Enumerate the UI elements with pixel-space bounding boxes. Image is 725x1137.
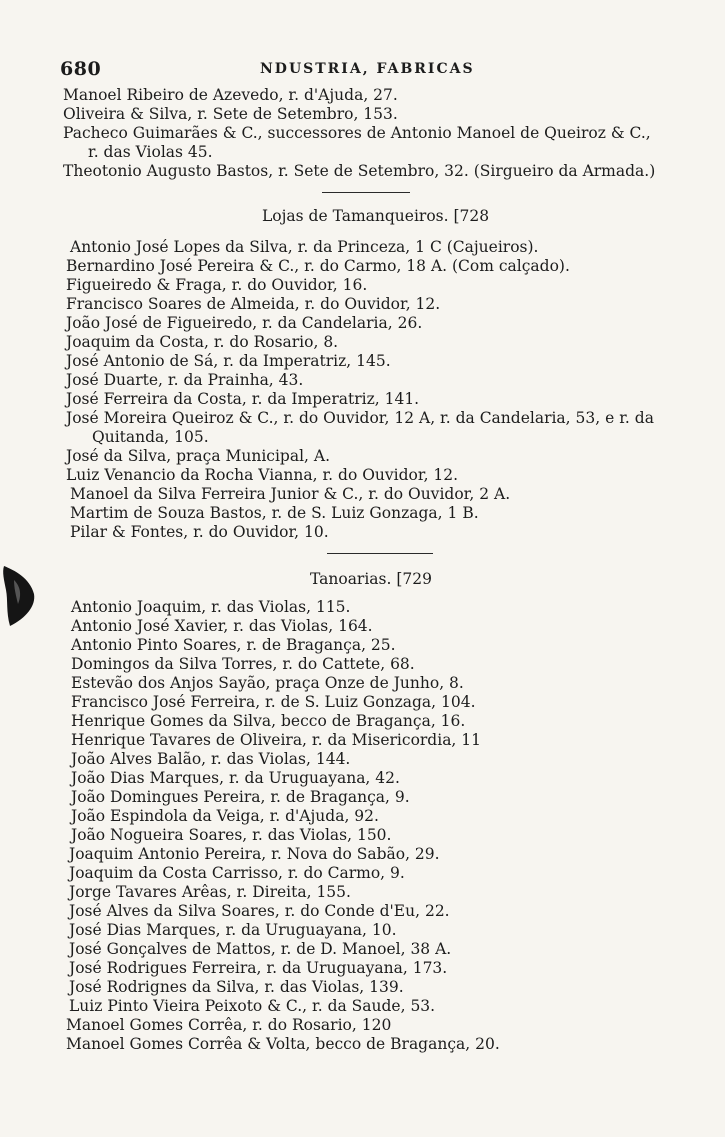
list-item: Pilar & Fontes, r. do Ouvidor, 10. xyxy=(70,523,329,541)
list-item: Manoel Ribeiro de Azevedo, r. d'Ajuda, 27. xyxy=(63,86,398,104)
list-item: Antonio Pinto Soares, r. de Bragança, 25. xyxy=(71,636,396,654)
list-item: Joaquim da Costa Carrisso, r. do Carmo, 9. xyxy=(69,864,405,882)
list-item: Martim de Souza Bastos, r. de S. Luiz Gonzaga, 1 B. xyxy=(70,504,479,522)
list-item: Domingos da Silva Torres, r. do Cattete, 68. xyxy=(71,655,415,673)
list-item: Antonio Joaquim, r. das Violas, 115. xyxy=(71,598,351,616)
list-item: Luiz Pinto Vieira Peixoto & C., r. da Saude, 53. xyxy=(69,997,436,1015)
list-item: João Espindola da Veiga, r. d'Ajuda, 92. xyxy=(71,807,379,825)
list-item: João Alves Balão, r. das Violas, 144. xyxy=(71,750,351,768)
list-item: Francisco Soares de Almeida, r. do Ouvidor, 12. xyxy=(66,295,441,313)
list-item: Antonio José Lopes da Silva, r. da Princeza, 1 C (Cajueiros). xyxy=(70,238,539,256)
list-item-continuation: Quitanda, 105. xyxy=(92,428,209,446)
list-item: Theotonio Augusto Bastos, r. Sete de Setembro, 32. (Sirgueiro da Armada.) xyxy=(63,162,656,180)
list-item: José da Silva, praça Municipal, A. xyxy=(66,447,331,465)
list-item: Joaquim da Costa, r. do Rosario, 8. xyxy=(66,333,339,351)
list-item: José Alves da Silva Soares, r. do Conde d'Eu, 22. xyxy=(69,902,450,920)
list-item: José Antonio de Sá, r. da Imperatriz, 145. xyxy=(66,352,391,370)
section-divider xyxy=(322,192,410,193)
list-item: Pacheco Guimarães & C., successores de Antonio Manoel de Queiroz & C., xyxy=(63,124,651,142)
list-item: Bernardino José Pereira & C., r. do Carmo, 18 A. (Com calçado). xyxy=(66,257,570,275)
list-item: Oliveira & Silva, r. Sete de Setembro, 153. xyxy=(63,105,398,123)
list-item: Jorge Tavares Arêas, r. Direita, 155. xyxy=(69,883,351,901)
page-number: 680 xyxy=(60,58,102,80)
list-item: Estevão dos Anjos Sayão, praça Onze de Junho, 8. xyxy=(71,674,464,692)
list-item: José Duarte, r. da Prainha, 43. xyxy=(66,371,304,389)
ink-blot-mark xyxy=(0,560,44,630)
list-item: Figueiredo & Fraga, r. do Ouvidor, 16. xyxy=(66,276,368,294)
list-item: Manoel da Silva Ferreira Junior & C., r. do Ouvidor, 2 A. xyxy=(70,485,511,503)
list-item: João José de Figueiredo, r. da Candelaria, 26. xyxy=(66,314,423,332)
section-title-tanoarias: Tanoarias. [729 xyxy=(310,570,432,588)
list-item: José Gonçalves de Mattos, r. de D. Manoel, 38 A. xyxy=(69,940,452,958)
list-item: José Moreira Queiroz & C., r. do Ouvidor, 12 A, r. da Candelaria, 53, e r. da xyxy=(66,409,654,427)
list-item-continuation: r. das Violas 45. xyxy=(88,143,213,161)
list-item: Joaquim Antonio Pereira, r. Nova do Sabão, 29. xyxy=(69,845,440,863)
list-item: Henrique Gomes da Silva, becco de Bragança, 16. xyxy=(71,712,466,730)
running-head: NDUSTRIA, FABRICAS xyxy=(260,61,475,77)
list-item: José Rodrignes da Silva, r. das Violas, 139. xyxy=(69,978,404,996)
list-item: José Dias Marques, r. da Uruguayana, 10. xyxy=(69,921,397,939)
list-item: Henrique Tavares de Oliveira, r. da Misericordia, 11 xyxy=(71,731,482,749)
list-item: Francisco José Ferreira, r. de S. Luiz Gonzaga, 104. xyxy=(71,693,476,711)
list-item: José Rodrigues Ferreira, r. da Uruguayana, 173. xyxy=(69,959,448,977)
list-item: Manoel Gomes Corrêa & Volta, becco de Bragança, 20. xyxy=(66,1035,500,1053)
list-item: João Domingues Pereira, r. de Bragança, 9. xyxy=(71,788,410,806)
section-divider xyxy=(327,553,433,554)
list-item: José Ferreira da Costa, r. da Imperatriz, 141. xyxy=(66,390,420,408)
page-header xyxy=(60,58,700,82)
list-item: Antonio José Xavier, r. das Violas, 164. xyxy=(71,617,373,635)
section-title-lojas-de-tamanqueiros: Lojas de Tamanqueiros. [728 xyxy=(262,207,490,225)
list-item: João Nogueira Soares, r. das Violas, 150. xyxy=(71,826,392,844)
list-item: Manoel Gomes Corrêa, r. do Rosario, 120 xyxy=(66,1016,392,1034)
list-item: João Dias Marques, r. da Uruguayana, 42. xyxy=(71,769,400,787)
list-item: Luiz Venancio da Rocha Vianna, r. do Ouvidor, 12. xyxy=(66,466,459,484)
